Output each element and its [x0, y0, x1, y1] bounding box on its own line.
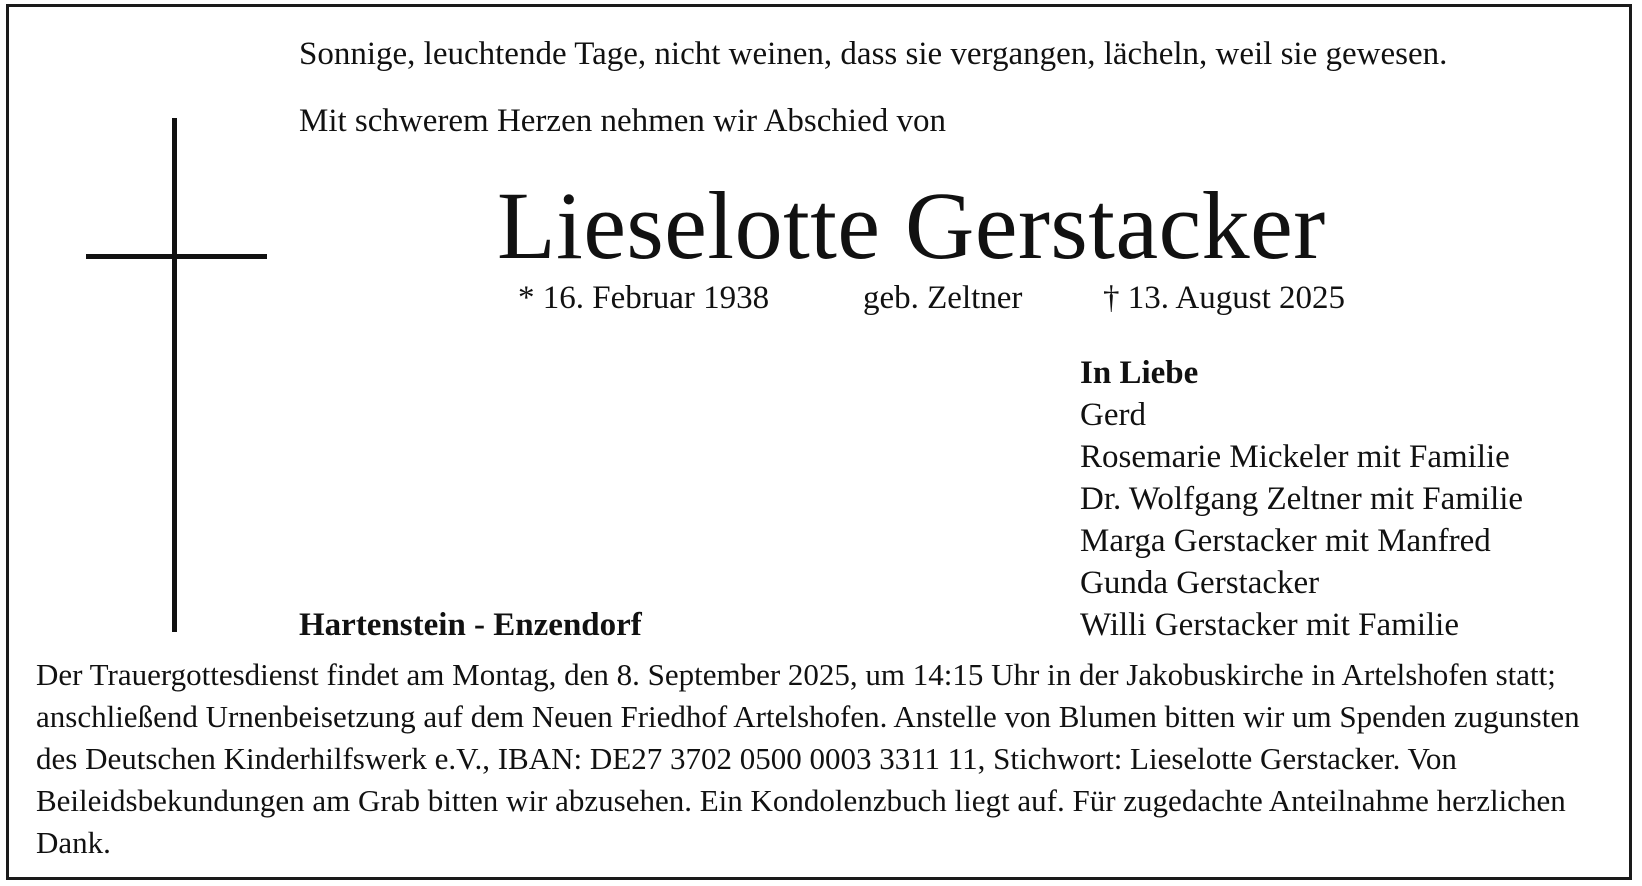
mourners-list [1080, 352, 1523, 646]
mourner-item: Gunda Gerstacker [1080, 565, 1320, 601]
cross-horizontal-bar [86, 254, 267, 259]
intro-text: Mit schwerem Herzen nehmen wir Abschied von [299, 103, 946, 139]
mourner-item: Rosemarie Mickeler mit Familie [1080, 439, 1510, 475]
death-date: † 13. August 2025 [1103, 280, 1346, 316]
birth-date: * 16. Februar 1938 [518, 280, 770, 316]
mourner-item: Dr. Wolfgang Zeltner mit Familie [1080, 481, 1524, 517]
mourner-item: Gerd [1080, 397, 1146, 433]
cross-vertical-bar [172, 118, 177, 632]
maiden-name: geb. Zeltner [863, 280, 1023, 316]
service-notice: Der Trauergottesdienst findet am Montag, den 8. September 2025, um 14:15 Uhr in der Jakobuskirche in Artelshofen statt; anschließend Urnenbeisetzung auf dem Neuen Friedhof Artelshofen. Anstelle von Blumen bitten wir um Spenden zugunsten des Deutschen Kinderhilfswerk e.V., IBAN: DE27 3702 0500 0003 3311 11, Stichwort: Lieselotte Gerstacker. Von Beileidsbekundungen am Grab bitten wir abzusehen. Ein Kondolenzbuch liegt auf. Für zugedachte Anteilnahme herzlichen Dank. [36, 657, 1580, 860]
motto-text: Sonnige, leuchtende Tage, nicht weinen, dass sie vergangen, lächeln, weil sie gewesen. [299, 36, 1448, 72]
mourners-heading: In Liebe [1080, 355, 1199, 391]
mourner-item: Marga Gerstacker mit Manfred [1080, 523, 1491, 559]
place-name: Hartenstein - Enzendorf [299, 607, 642, 643]
deceased-name: Lieselotte Gerstacker [497, 172, 1326, 279]
mourner-item: Willi Gerstacker mit Familie [1080, 607, 1459, 643]
